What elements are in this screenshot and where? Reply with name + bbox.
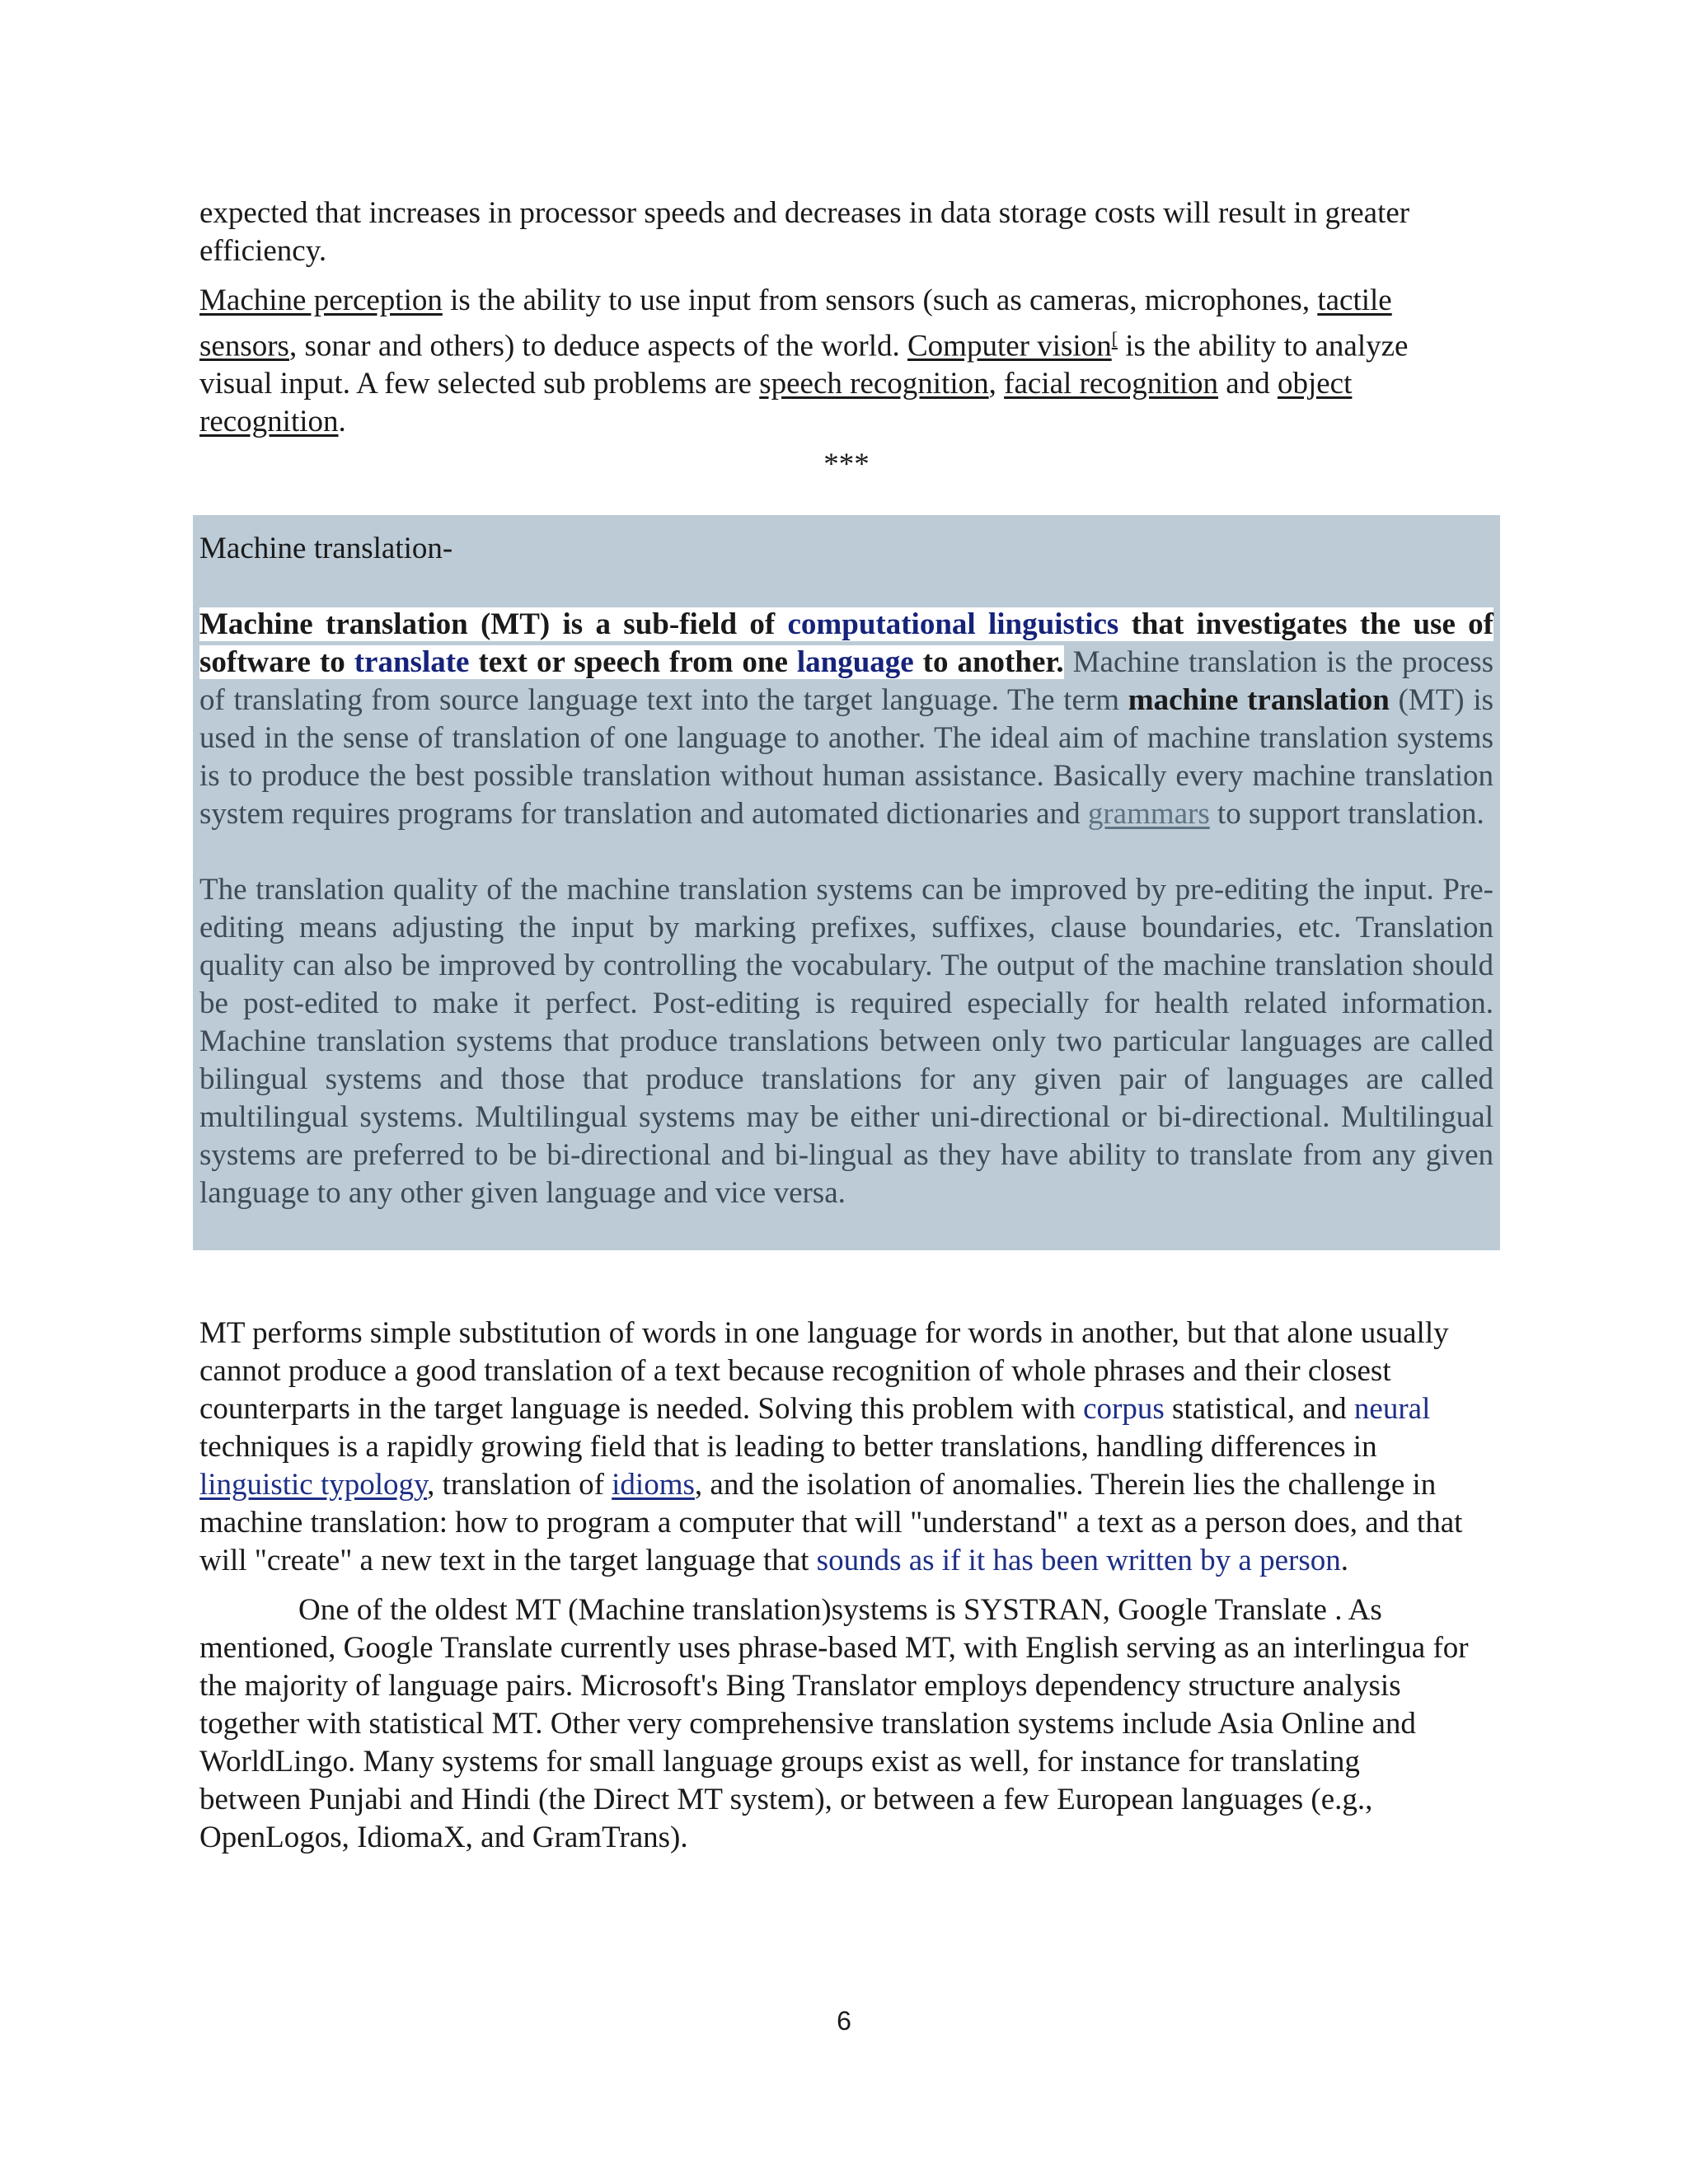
machine-translation-box	[193, 515, 1500, 1250]
link-translate[interactable]: translate	[354, 645, 470, 680]
paragraph-efficiency: expected that increases in processor speeds and decreases in data storage costs will result in greater efficiency.	[199, 196, 1410, 268]
box-paragraph-quality: The translation quality of the machine translation systems can be improved by pre-editing the input. Pre-editing means adjusting the input by marking prefixes, suffixes, clause boundaries, etc. Translation quality can also be improved by controlling the vocabulary. The output of the machine translation should be post-edited to make it perfect. Post-editing is required especially for health related information. Machine translation systems that produce translations between only two particular languages are called bilingual systems and those that produce translations for any given pair of languages are called multilingual systems. Multilingual systems may be either uni-directional or bi-directional. Multilingual systems are preferred to be bi-directional and bi-lingual as they have ability to translate from any given language to any other given language and vice versa.	[199, 873, 1493, 1211]
text-span: techniques is a rapidly growing field that is leading to better translations, handling differences in	[199, 1430, 1377, 1465]
text-span: , translation of	[427, 1468, 612, 1502]
text-span: Machine translation is the process of translating from source language text into the target language. The term	[199, 645, 1493, 718]
text-span: is the ability to use input from sensors (such as cameras, microphones,	[442, 284, 1318, 317]
text-span: (MT) is used in the sense of translation of one language to another. The ideal aim of machine translation systems is to produce the best possible translation without human assistance. Basically every machine translation system requires programs for translation and automated dictionaries and	[199, 683, 1494, 832]
link-speech-recognition[interactable]: speech recognition	[759, 367, 989, 401]
text-span: to another.	[913, 645, 1064, 680]
text-span: to support translation.	[1209, 797, 1484, 832]
footnote-marker[interactable]: [	[1111, 328, 1118, 349]
text-span: Machine translation (MT) is a sub-field of	[199, 607, 788, 642]
link-facial-recognition[interactable]: facial recognition	[1004, 367, 1219, 401]
text-span: and	[1218, 367, 1278, 401]
text-span: .	[338, 405, 346, 439]
page-content	[199, 194, 1493, 1857]
bold-term: machine translation	[1128, 683, 1390, 718]
link-neural[interactable]: neural	[1353, 1392, 1431, 1427]
paragraph-machine-perception	[199, 282, 1419, 441]
text-span: .	[1340, 1544, 1348, 1578]
text-span: that investigates the use of software to	[199, 607, 1493, 680]
text-span: , and the isolation of anomalies. Therein lies the challenge in machine translation: how to program a computer that will "understand" a text as a person does, and that will "create" a new text in the target language that	[199, 1468, 1463, 1578]
text-span: is the ability to analyze visual input. A few selected sub problems are	[199, 329, 1409, 401]
text-span: text or speech from one	[469, 645, 797, 680]
link-tactile-sensors[interactable]: tactile sensors	[199, 284, 1392, 363]
link-machine-perception[interactable]: Machine perception	[199, 284, 443, 317]
text-span: , sonar and others) to deduce aspects of the world.	[288, 329, 907, 363]
link-idioms[interactable]: idioms	[612, 1468, 695, 1502]
paragraph-mt-systems	[199, 1591, 1469, 1857]
section-separator: ***	[823, 448, 870, 482]
box-paragraph-definition	[199, 606, 1493, 833]
link-computational-linguistics[interactable]: computational linguistics	[787, 607, 1119, 642]
link-computer-vision[interactable]: Computer vision	[907, 329, 1112, 363]
link-corpus[interactable]: corpus	[1083, 1392, 1165, 1427]
link-grammars[interactable]: grammars	[1087, 797, 1210, 832]
link-sounds-as-if-written[interactable]: sounds as if it has been written by a person	[816, 1544, 1341, 1578]
text-span: ,	[988, 367, 1005, 401]
paragraph-mt-substitution	[199, 1315, 1469, 1580]
link-linguistic-typology[interactable]: linguistic typology	[199, 1468, 428, 1502]
link-object-recognition[interactable]: object recognition	[199, 367, 1353, 439]
link-language[interactable]: language	[796, 645, 914, 680]
text-span: MT performs simple substitution of words in one language for words in another, but that alone usually cannot produce a good translation of a text because recognition of whole phrases and their closest counterparts in the target language is needed. Solving this problem with	[199, 1316, 1449, 1427]
text-span: statistical, and	[1164, 1392, 1354, 1427]
page-number: 6	[837, 2006, 851, 2036]
text-span: One of the oldest MT (Machine translation)systems is SYSTRAN, Google Translate . As mentioned, Google Translate currently uses phrase-based MT, with English serving as an interlingua for the majority of language pairs. Microsoft's Bing Translator employs dependency structure analysis together with statistical MT. Other very comprehensive translation systems include Asia Online and WorldLingo. Many systems for small language groups exist as well, for instance for translating between Punjabi and Hindi (the Direct MT system), or between a few European languages (e.g., OpenLogos, IdiomaX, and GramTrans).	[199, 1593, 1469, 1855]
box-heading: Machine translation-	[199, 532, 453, 566]
